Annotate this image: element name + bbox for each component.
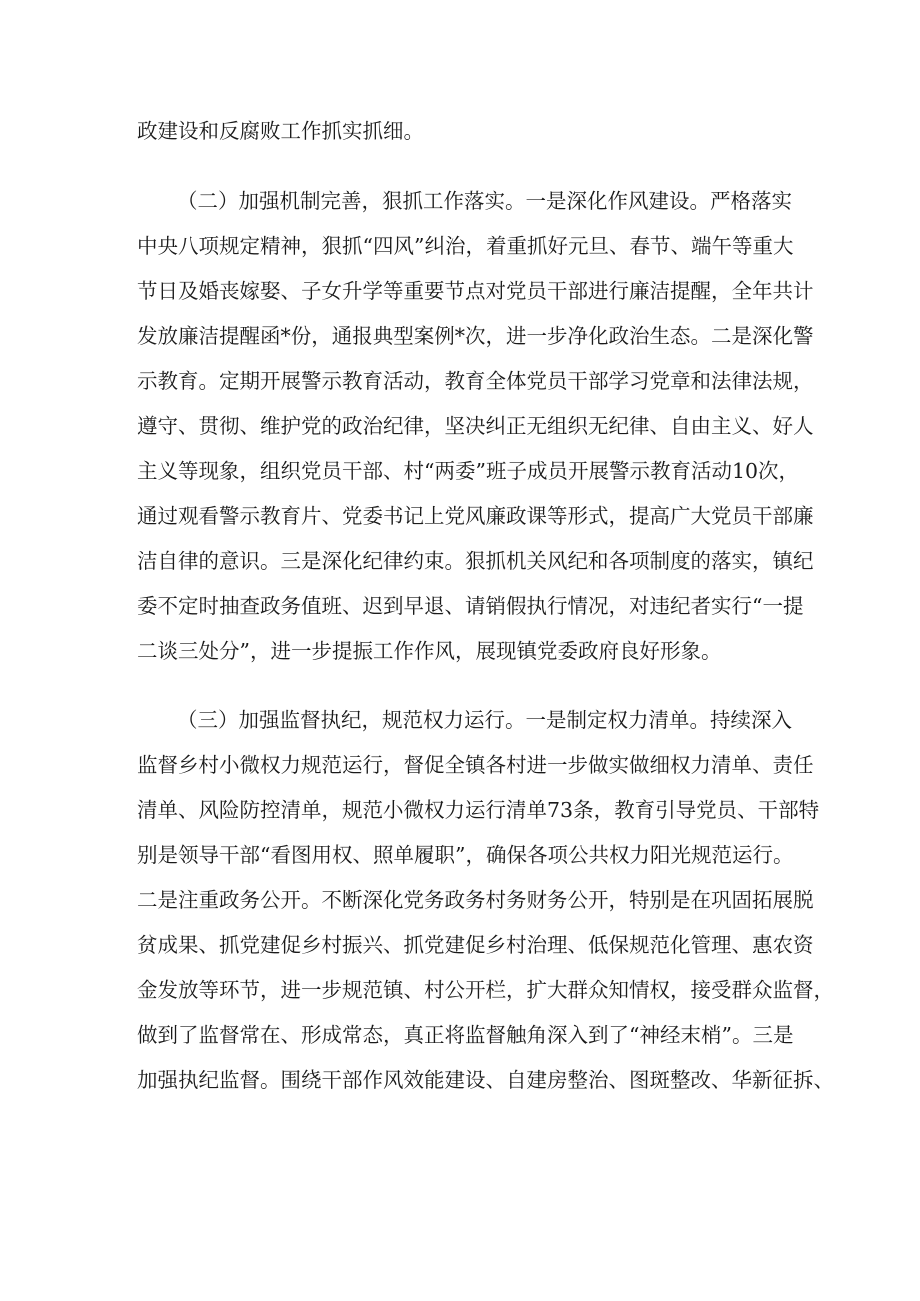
intro-line-1: 政建设和反腐败工作抓实抓细。 — [137, 119, 424, 143]
section2-line-11: 二谈三处分”，进一步提振工作作风，展现镇党委政府良好形象。 — [137, 639, 722, 663]
section3-line-7: 金发放等环节，进一步规范镇、村公开栏，扩大群众知情权，接受群众监督， — [137, 978, 834, 1002]
section3-line-3: 清单、风险防控清单，规范小微权力运行清单73条，教育引导党员、干部特 — [137, 798, 820, 822]
section2-line-7: 主义等现象，组织党员干部、村“两委”班子成员开展警示教育活动10次， — [137, 459, 800, 483]
section3-line-4: 别是领导干部“看图用权、照单履职”，确保各项公共权力阳光规范运行。 — [137, 843, 794, 867]
section3-line-8: 做到了监督常在、形成常态，真正将监督触角深入到了“神经末梢”。三是 — [137, 1023, 794, 1047]
section2-line-4: 发放廉洁提醒函*份，通报典型案例*次，进一步净化政治生态。二是深化警 — [137, 324, 814, 348]
section3-line-6: 贫成果、抓党建促乡村振兴、抓党建促乡村治理、低保规范化管理、惠农资 — [137, 933, 814, 957]
section3-line-5: 二是注重政务公开。不断深化党务政务村务财务公开，特别是在巩固拓展脱 — [137, 888, 814, 912]
section2-line-9: 洁自律的意识。三是深化纪律约束。狠抓机关风纪和各项制度的落实，镇纪 — [137, 549, 814, 573]
section3-line-2: 监督乡村小微权力规范运行，督促全镇各村进一步做实做细权力清单、责任 — [137, 753, 814, 777]
section3-line-1: （三）加强监督执纪，规范权力运行。一是制定权力清单。持续深入 — [177, 708, 792, 732]
section3-line-9: 加强执纪监督。围绕干部作风效能建设、自建房整治、图斑整改、华新征拆、 — [137, 1068, 834, 1092]
section2-line-5: 示教育。定期开展警示教育活动，教育全体党员干部学习党章和法律法规， — [137, 369, 814, 393]
section2-line-10: 委不定时抽查政务值班、迟到早退、请销假执行情况，对违纪者实行“一提 — [137, 594, 804, 618]
section2-line-6: 遵守、贯彻、维护党的政治纪律，坚决纠正无组织无纪律、自由主义、好人 — [137, 414, 814, 438]
section2-line-1: （二）加强机制完善，狠抓工作落实。一是深化作风建设。严格落实 — [177, 189, 792, 213]
section2-line-2: 中央八项规定精神，狠抓“四风”纠治，着重抓好元旦、春节、端午等重大 — [137, 234, 794, 258]
section2-line-8: 通过观看警示教育片、党委书记上党风廉政课等形式，提高广大党员干部廉 — [137, 504, 814, 528]
section2-line-3: 节日及婚丧嫁娶、子女升学等重要节点对党员干部进行廉洁提醒，全年共计 — [137, 279, 814, 303]
